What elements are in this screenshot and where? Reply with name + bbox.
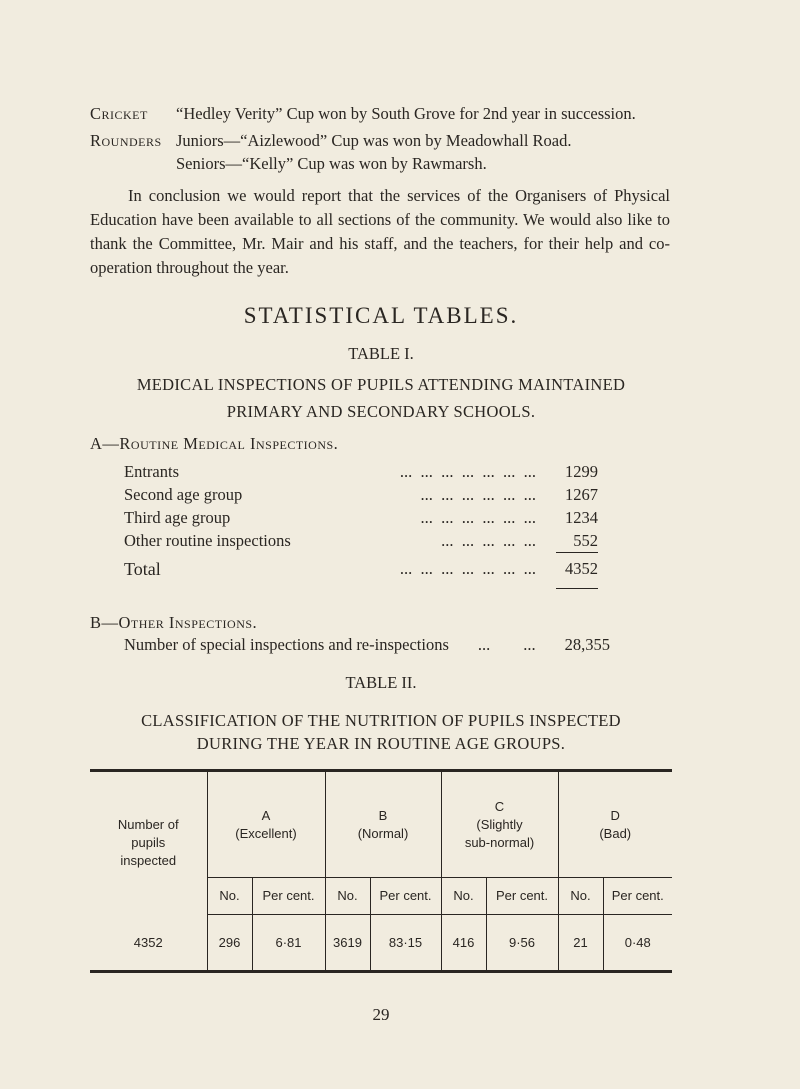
table2-title-line1: CLASSIFICATION OF THE NUTRITION OF PUPILS INSPECTED	[141, 711, 621, 730]
table1-row-second-age	[124, 484, 598, 506]
result-label-rounders: Rounders	[90, 131, 162, 150]
result-line-rounders-seniors: Seniors—“Kelly” Cup was won by Rawmarsh.	[176, 154, 487, 173]
subheader-d-percent: Per cent.	[603, 878, 672, 914]
row-dots: ... ... ... ... ... ...	[420, 485, 536, 504]
subheader-c-no: No.	[441, 878, 486, 914]
table1-row-other-routine	[124, 530, 598, 552]
row-value: 1299	[565, 462, 598, 481]
section-title: STATISTICAL TABLES.	[243, 303, 519, 328]
subheader-a-no: No.	[207, 878, 252, 914]
total-rule-bottom	[556, 588, 598, 589]
row-label: Number of special inspections and re-inspections	[124, 635, 449, 654]
header-group-d: D (Bad)	[558, 771, 672, 878]
row-dots: ... ... ... ... ... ... ...	[399, 559, 536, 578]
header-pupils-inspected: Number of pupils inspected	[90, 771, 207, 915]
header-group-c: C (Slightly sub-normal)	[441, 771, 558, 878]
cell-c-percent: 9·56	[486, 914, 558, 972]
cell-c-no: 416	[441, 914, 486, 972]
header-group-a: A (Excellent)	[207, 771, 325, 878]
row-value: 1267	[565, 485, 598, 504]
subheader-b-percent: Per cent.	[370, 878, 441, 914]
cell-a-percent: 6·81	[252, 914, 325, 972]
cell-pupils-inspected: 4352	[90, 914, 207, 972]
cell-d-no: 21	[558, 914, 603, 972]
row-value: 1234	[565, 508, 598, 527]
table1-row-special	[124, 634, 610, 656]
row-value: 28,355	[564, 635, 610, 654]
subheader-c-percent: Per cent.	[486, 878, 558, 914]
page-number: 29	[372, 1005, 390, 1024]
cell-d-percent: 0·48	[603, 914, 672, 972]
result-line-rounders-juniors: Juniors—“Aizlewood” Cup was won by Meadowhall Road.	[176, 131, 572, 150]
table1-row-entrants	[124, 461, 598, 483]
table1-row-total	[124, 558, 598, 580]
cell-a-no: 296	[207, 914, 252, 972]
table2-label: TABLE II.	[345, 673, 417, 692]
table1-section-a: A—Routine Medical Inspections.	[90, 434, 339, 453]
table1-title-line2: PRIMARY AND SECONDARY SCHOOLS.	[226, 402, 536, 421]
row-label: Third age group	[124, 508, 231, 527]
table1-row-third-age	[124, 507, 598, 529]
row-label: Entrants	[124, 462, 179, 481]
conclusion-paragraph: In conclusion we would report that the services of the Organisers of Physical Education have been available to all sections of the community. We would also like to thank the Committee, Mr. Mair and his staff, and the teachers, for their help and co-operation throughout the year.	[90, 186, 670, 277]
table2-title-line2: DURING THE YEAR IN ROUTINE AGE GROUPS.	[196, 734, 566, 753]
row-dots: ... ... ... ... ... ... ...	[399, 462, 536, 481]
row-label: Other routine inspections	[124, 531, 291, 550]
nutrition-table	[90, 769, 672, 973]
row-value: 552	[573, 531, 598, 550]
total-rule-top	[556, 552, 598, 553]
row-value: 4352	[565, 559, 598, 578]
row-dots: ... ... ... ... ... ...	[420, 508, 536, 527]
row-dots: ... ...	[477, 635, 536, 654]
table1-section-b: B—Other Inspections.	[90, 613, 258, 632]
row-label: Total	[124, 559, 161, 579]
table1-label: TABLE I.	[348, 344, 414, 363]
cell-b-no: 3619	[325, 914, 370, 972]
row-label: Second age group	[124, 485, 243, 504]
table1-title-line1: MEDICAL INSPECTIONS OF PUPILS ATTENDING MAINTAINED	[136, 375, 626, 394]
result-line-cricket: “Hedley Verity” Cup won by South Grove for 2nd year in succession.	[176, 104, 636, 123]
cell-b-percent: 83·15	[370, 914, 441, 972]
row-dots: ... ... ... ... ...	[441, 531, 536, 550]
result-label-cricket: Cricket	[90, 104, 148, 123]
subheader-d-no: No.	[558, 878, 603, 914]
header-group-b: B (Normal)	[325, 771, 441, 878]
subheader-a-percent: Per cent.	[252, 878, 325, 914]
subheader-b-no: No.	[325, 878, 370, 914]
